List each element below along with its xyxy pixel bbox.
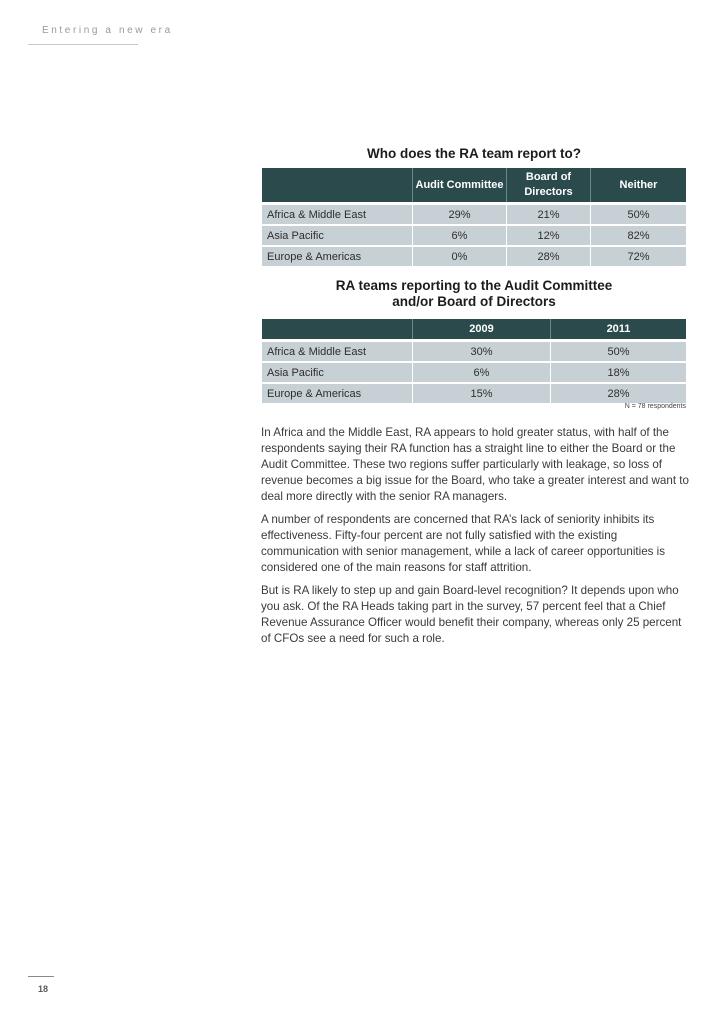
cell: 0%	[412, 247, 506, 266]
table2-title-line2: and/or Board of Directors	[392, 294, 556, 309]
row-label: Europe & Americas	[267, 250, 362, 263]
table1-header-row	[262, 168, 686, 203]
cell: 72%	[590, 247, 686, 266]
cell: 30%	[412, 342, 550, 361]
row-label: Asia Pacific	[267, 366, 324, 379]
table2-title	[262, 278, 686, 310]
cell: 21%	[506, 205, 590, 224]
footer-rule	[28, 976, 54, 977]
table1-header-neither: Neither	[590, 168, 686, 202]
running-header: Entering a new era	[42, 25, 173, 36]
header-rule	[28, 44, 138, 45]
row-label: Africa & Middle East	[267, 208, 367, 221]
cell: 15%	[412, 384, 550, 403]
cell: 82%	[590, 226, 686, 245]
table2-header-row	[262, 319, 686, 340]
cell: 18%	[550, 363, 686, 382]
cell: 28%	[506, 247, 590, 266]
respondents-note: N = 78 respondents	[624, 403, 686, 410]
table-row	[262, 226, 686, 245]
body-text	[261, 425, 691, 654]
table2-header-2011: 2011	[550, 319, 686, 339]
cell: 12%	[506, 226, 590, 245]
paragraph: In Africa and the Middle East, RA appears to hold greater status, with half of the respondents saying their RA function has a straight line to either the Board or the Audit Committee. These two regions suffer particularly with leakage, so loss of revenue becomes a big issue for the Board, who take a greater interest and want to deal more directly with the senior RA managers.	[261, 426, 689, 503]
row-label: Asia Pacific	[267, 229, 324, 242]
table-row	[262, 247, 686, 266]
cell: 50%	[550, 342, 686, 361]
row-label: Europe & Americas	[267, 387, 362, 400]
table2-header-corner	[262, 319, 412, 339]
cell: 28%	[550, 384, 686, 403]
cell: 29%	[412, 205, 506, 224]
page-number: 18	[38, 984, 49, 994]
paragraph: A number of respondents are concerned that RA’s lack of seniority inhibits its effectiveness. Fifty-four percent are not fully satisfied with the existing communication with senior management, while a lack of career opportunities is considered one of the main reasons for staff attrition.	[261, 513, 666, 574]
table2-title-line1: RA teams reporting to the Audit Committee	[335, 278, 613, 293]
row-label: Africa & Middle East	[267, 345, 367, 358]
table-row	[262, 384, 686, 403]
cell: 6%	[412, 226, 506, 245]
paragraph: But is RA likely to step up and gain Board-level recognition? It depends upon who you ask. Of the RA Heads taking part in the survey, 57 percent feel that a Chief Revenue Assurance Officer would benefit their company, whereas only 25 percent of CFOs see a need for such a role.	[261, 584, 682, 645]
table1-header-board: Board of Directors	[506, 168, 590, 202]
table2-header-2009: 2009	[412, 319, 550, 339]
table1-title: Who does the RA team report to?	[366, 146, 581, 161]
table1-header-corner	[262, 168, 412, 202]
table-row	[262, 205, 686, 224]
cell: 50%	[590, 205, 686, 224]
table1-header-audit: Audit Committee	[412, 168, 506, 202]
table1	[262, 168, 686, 266]
table2	[262, 319, 686, 403]
cell: 6%	[412, 363, 550, 382]
table-row	[262, 363, 686, 382]
table-row	[262, 342, 686, 361]
